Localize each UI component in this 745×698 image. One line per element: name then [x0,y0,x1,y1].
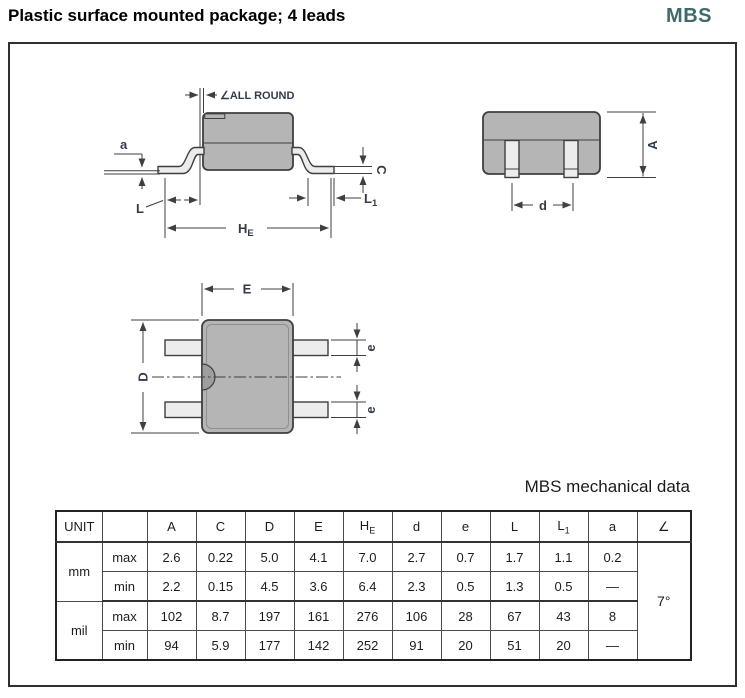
table-header-row [56,511,691,542]
value-cell: 2.7 [392,542,441,572]
all-round-label: ∠ALL ROUND [220,90,295,102]
value-cell: 8.7 [196,601,245,631]
mode-cell: max [102,542,147,572]
col-header-unit: UNIT [56,511,102,542]
value-cell: 0.5 [539,572,588,602]
package-body-end [483,112,600,174]
value-cell: 4.5 [245,572,294,602]
value-cell: 102 [147,601,196,631]
value-cell: 0.2 [588,542,637,572]
col-header-HE: $H_E$ [343,511,392,542]
value-cell: 0.22 [196,542,245,572]
col-header-e: e [441,511,490,542]
top-view-drawing [131,283,366,434]
unit-cell-mil: mil [56,601,102,660]
value-cell: 197 [245,601,294,631]
front-lead [505,141,519,178]
dim-d-label: d [539,198,547,213]
value-cell: 1.1 [539,542,588,572]
value-cell: 20 [539,631,588,661]
right-lead [292,148,334,174]
front-lead [564,141,578,178]
value-cell: 3.6 [294,572,343,602]
col-header-d: d [392,511,441,542]
top-lead [290,402,328,418]
value-cell: 2.3 [392,572,441,602]
value-cell: 43 [539,601,588,631]
value-cell: 1.7 [490,542,539,572]
dim-e-top-label: e [363,344,378,352]
value-cell: 0.15 [196,572,245,602]
col-header-D: D [245,511,294,542]
value-cell: 142 [294,631,343,661]
value-cell: 20 [441,631,490,661]
col-header-L: L [490,511,539,542]
value-cell: 5.0 [245,542,294,572]
value-cell: 2.6 [147,542,196,572]
value-cell: 106 [392,601,441,631]
angle-value-cell: 7° [637,542,691,660]
col-header-C: C [196,511,245,542]
value-cell: 6.4 [343,572,392,602]
left-lead [158,148,204,174]
value-cell: 0.7 [441,542,490,572]
col-header-A: A [147,511,196,542]
end-view-drawing [483,112,656,211]
value-cell: — [588,572,637,602]
col-header-a: a [588,511,637,542]
value-cell: 51 [490,631,539,661]
dim-E-label: E [242,281,252,297]
value-cell: 4.1 [294,542,343,572]
side-view-drawing [104,88,372,238]
value-cell: 28 [441,601,490,631]
col-header-E: E [294,511,343,542]
value-cell: 94 [147,631,196,661]
value-cell: 0.5 [441,572,490,602]
value-cell: 7.0 [343,542,392,572]
col-header-angle: ∠ [637,511,691,542]
dim-A-label: A [645,140,660,150]
mechanical-data-table [55,510,692,661]
dim-HE-label: $H_E$ [238,221,254,239]
value-cell: 252 [343,631,392,661]
value-cell: 5.9 [196,631,245,661]
col-header-mode [102,511,147,542]
value-cell: 276 [343,601,392,631]
dim-D-label: D [135,372,151,382]
brand-label: MBS [666,5,712,27]
mode-cell: min [102,631,147,661]
value-cell: — [588,631,637,661]
dim-C-label: C [374,165,389,175]
table-title: MBS mechanical data [524,477,690,496]
table-row-mm-min [56,572,691,602]
table-row-mm-max [56,542,691,572]
value-cell: 8 [588,601,637,631]
value-cell: 161 [294,601,343,631]
page-title: Plastic surface mounted package; 4 leads [8,6,346,25]
value-cell: 91 [392,631,441,661]
value-cell: 1.3 [490,572,539,602]
table-row-mil-min [56,631,691,661]
top-lead [165,340,203,356]
pin1-notch [205,114,225,119]
value-cell: 177 [245,631,294,661]
mode-cell: min [102,572,147,602]
unit-cell-mm: mm [56,542,102,601]
leader-line [146,201,163,208]
dim-a-label: a [120,137,128,152]
top-lead [290,340,328,356]
mode-cell: max [102,601,147,631]
value-cell: 67 [490,601,539,631]
table-row-mil-max [56,601,691,631]
col-header-L1: $L_1$ [539,511,588,542]
dim-e-bottom-label: e [363,406,378,414]
dim-L-label: L [136,201,144,216]
package-body-side [203,113,293,170]
value-cell: 2.2 [147,572,196,602]
top-lead [165,402,203,418]
dim-L1-label: $L_1$ [364,191,378,209]
